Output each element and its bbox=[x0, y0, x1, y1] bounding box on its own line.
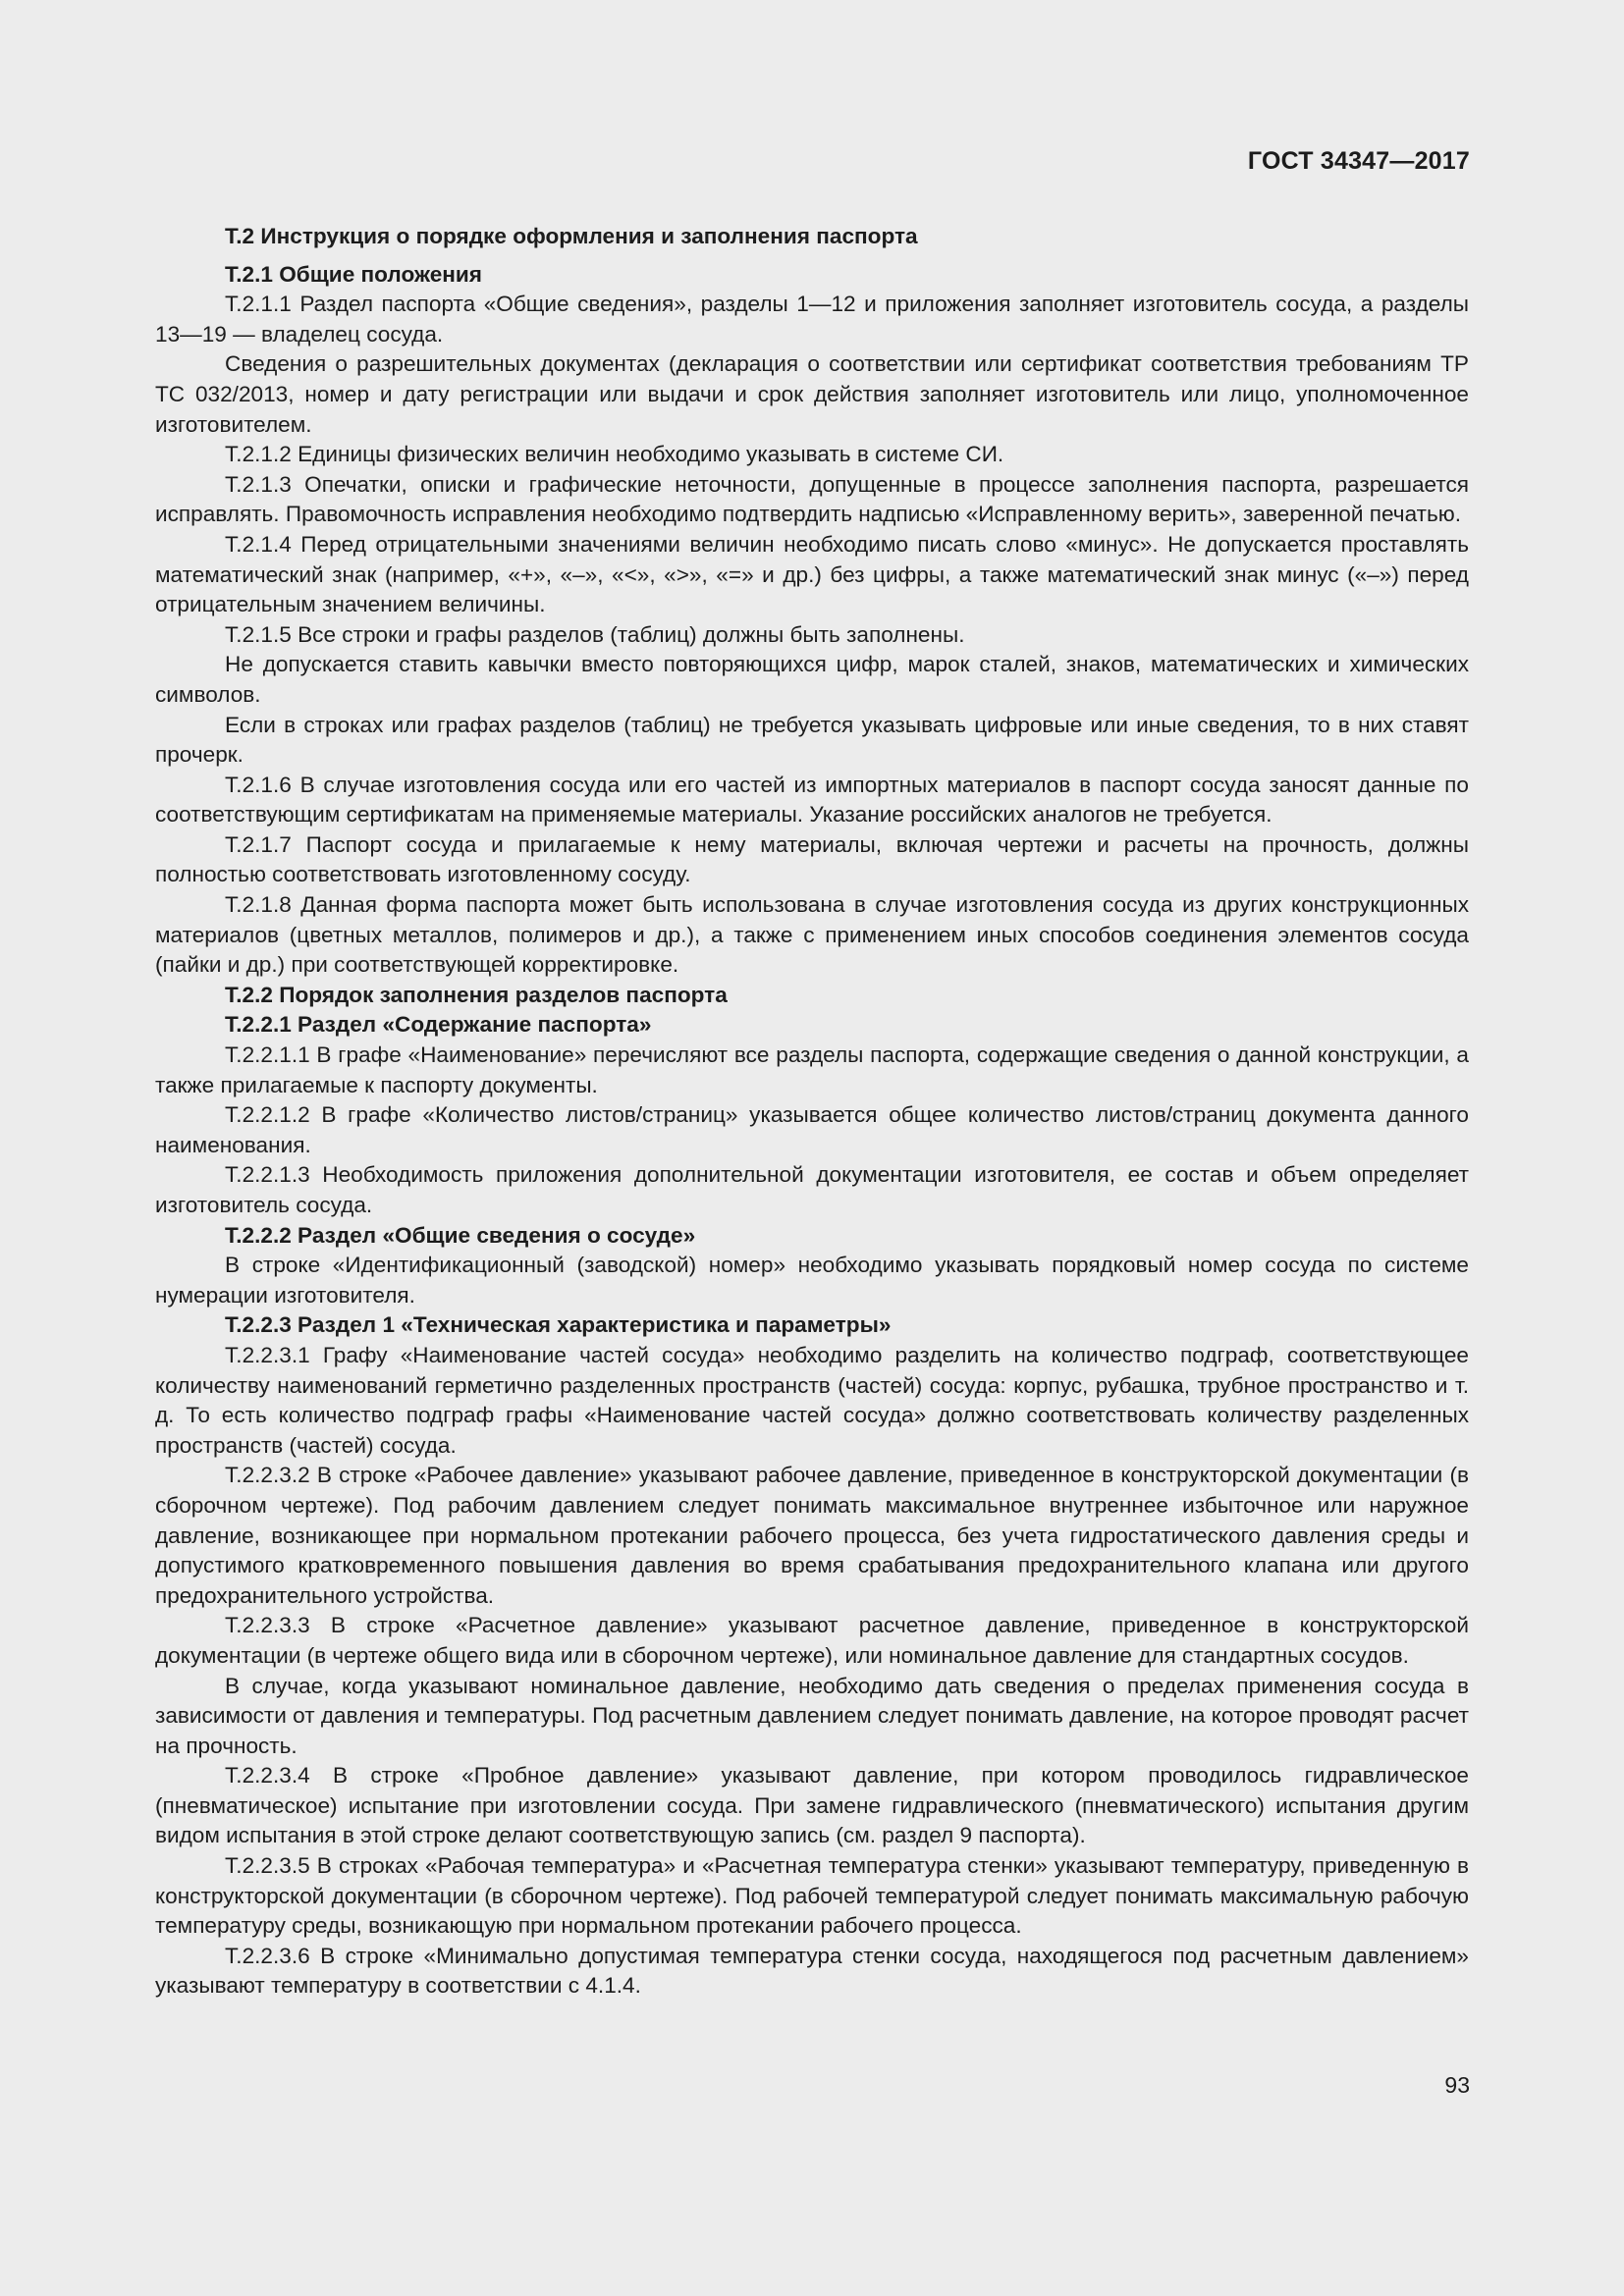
section-heading: Т.2.2.3 Раздел 1 «Техническая характеристика и параметры» bbox=[225, 1312, 892, 1338]
paragraph: Т.2.1.8 Данная форма паспорта может быть использована в случае изготовления сосуда из других конструкционных материалов (цветных металлов, полимеров и др.), а также с применением иных способов соединения элементов сосуда (пайки и др.) при соответствующей корректировке. bbox=[155, 892, 1469, 978]
paragraph: Т.2.2.3.4 В строке «Пробное давление» указывают давление, при котором проводилось гидравлическое (пневматическое) испытание при изготовлении сосуда. При замене гидравлического (пневматического) испытания другим видом испытания в этой строке делают соответствующую запись (см. раздел 9 паспорта). bbox=[155, 1763, 1469, 1848]
paragraph: Т.2.2.3.6 В строке «Минимально допустимая температура стенки сосуда, находящегося под расчетным давлением» указывают температуру в соответствии с 4.1.4. bbox=[155, 1943, 1469, 1999]
paragraph: Т.2.2.3.2 В строке «Рабочее давление» указывают рабочее давление, приведенное в конструкторской документации (в сборочном чертеже). Под рабочим давлением следует понимать максимальное внутреннее избыточное или наружное давление, возникающее при нормальном протекании рабочего процесса, без учета гидростатического давления среды и допустимого кратковременного повышения давления во время срабатывания предохранительного клапана или другого предохранительного устройства. bbox=[155, 1463, 1469, 1608]
paragraph: Т.2.1.1 Раздел паспорта «Общие сведения», разделы 1—12 и приложения заполняет изготовитель сосуда, а разделы 13—19 — владелец сосуда. bbox=[155, 292, 1469, 347]
paragraph: Т.2.1.4 Перед отрицательными значениями величин необходимо писать слово «минус». Не допускается проставлять математический знак (например, «+», «–», «<», «>», «=» и др.) без цифры, а также математический знак минус («–») перед отрицательным значением величины. bbox=[155, 531, 1469, 617]
paragraph: Т.2.1.3 Опечатки, описки и графические неточности, допущенные в процессе заполнения паспорта, разрешается исправлять. Правомочность исправления необходимо подтвердить надписью «Исправленному верить», заверенной печатью. bbox=[155, 471, 1469, 527]
paragraph: Если в строках или графах разделов (таблиц) не требуется указывать цифровые или иные сведения, то в них ставят прочерк. bbox=[155, 712, 1469, 768]
section-heading: Т.2 Инструкция о порядке оформления и заполнения паспорта bbox=[225, 224, 918, 248]
paragraph: Т.2.2.3.5 В строках «Рабочая температура» и «Расчетная температура стенки» указывают температуру, приведенную в конструкторской документации (в сборочном чертеже). Под рабочей температурой следует понимать максимальную рабочую температуру среды, возникающую при нормальном протекании рабочего процесса. bbox=[155, 1853, 1469, 1939]
paragraph: Т.2.2.1.2 В графе «Количество листов/страниц» указывается общее количество листов/страниц документа данного наименования. bbox=[155, 1102, 1469, 1157]
paragraph: Т.2.1.5 Все строки и графы разделов (таблиц) должны быть заполнены. bbox=[225, 621, 965, 647]
document-code: ГОСТ 34347—2017 bbox=[1247, 147, 1470, 175]
section-heading: Т.2.2.1 Раздел «Содержание паспорта» bbox=[225, 1012, 652, 1038]
paragraph: Т.2.1.2 Единицы физических величин необходимо указывать в системе СИ. bbox=[225, 442, 1004, 467]
section-heading: Т.2.2 Порядок заполнения разделов паспорта bbox=[225, 982, 728, 1007]
paragraph: Т.2.2.1.1 В графе «Наименование» перечисляют все разделы паспорта, содержащие сведения о данной конструкции, а также прилагаемые к паспорту документы. bbox=[155, 1042, 1469, 1097]
paragraph: В случае, когда указывают номинальное давление, необходимо дать сведения о пределах применения сосуда в зависимости от давления и температуры. Под расчетным давлением следует понимать давление, на которое проводят расчет на прочность. bbox=[155, 1673, 1469, 1758]
paragraph: Не допускается ставить кавычки вместо повторяющихся цифр, марок сталей, знаков, математических и химических символов. bbox=[155, 652, 1469, 707]
document-body bbox=[155, 222, 1469, 2002]
paragraph: Т.2.2.3.1 Графу «Наименование частей сосуда» необходимо разделить на количество подграф, соответствующее количеству наименований герметично разделенных пространств (частей) сосуда: корпус, рубашка, трубное пространство и т. д. То есть количество подграф графы «Наименование частей сосуда» должно соответствовать количеству разделенных пространств (частей) сосуда. bbox=[155, 1342, 1469, 1458]
paragraph: Т.2.1.6 В случае изготовления сосуда или его частей из импортных материалов в паспорт сосуда заносят данные по соответствующим сертификатам на применяемые материалы. Указание российских аналогов не требуется. bbox=[155, 772, 1469, 828]
paragraph: Т.2.2.3.3 В строке «Расчетное давление» указывают расчетное давление, приведенное в конструкторской документации (в чертеже общего вида или в сборочном чертеже), или номинальное давление для стандартных сосудов. bbox=[155, 1613, 1469, 1668]
page-number: 93 bbox=[1444, 2072, 1470, 2098]
paragraph: Т.2.1.7 Паспорт сосуда и прилагаемые к нему материалы, включая чертежи и расчеты на прочность, должны полностью соответствовать изготовленному сосуду. bbox=[155, 831, 1469, 887]
paragraph: Сведения о разрешительных документах (декларация о соответствии или сертификат соответствия требованиям ТР ТС 032/2013, номер и дату регистрации или выдачи и срок действия заполняет изготовитель или лицо, уполномоченное изготовителем. bbox=[155, 351, 1469, 437]
section-heading: Т.2.2.2 Раздел «Общие сведения о сосуде» bbox=[225, 1222, 696, 1248]
paragraph: В строке «Идентификационный (заводской) номер» необходимо указывать порядковый номер сосуда по системе нумерации изготовителя. bbox=[155, 1253, 1469, 1308]
section-heading: Т.2.1 Общие положения bbox=[225, 261, 482, 287]
paragraph: Т.2.2.1.3 Необходимость приложения дополнительной документации изготовителя, ее состав и объем определяет изготовитель сосуда. bbox=[155, 1162, 1469, 1217]
